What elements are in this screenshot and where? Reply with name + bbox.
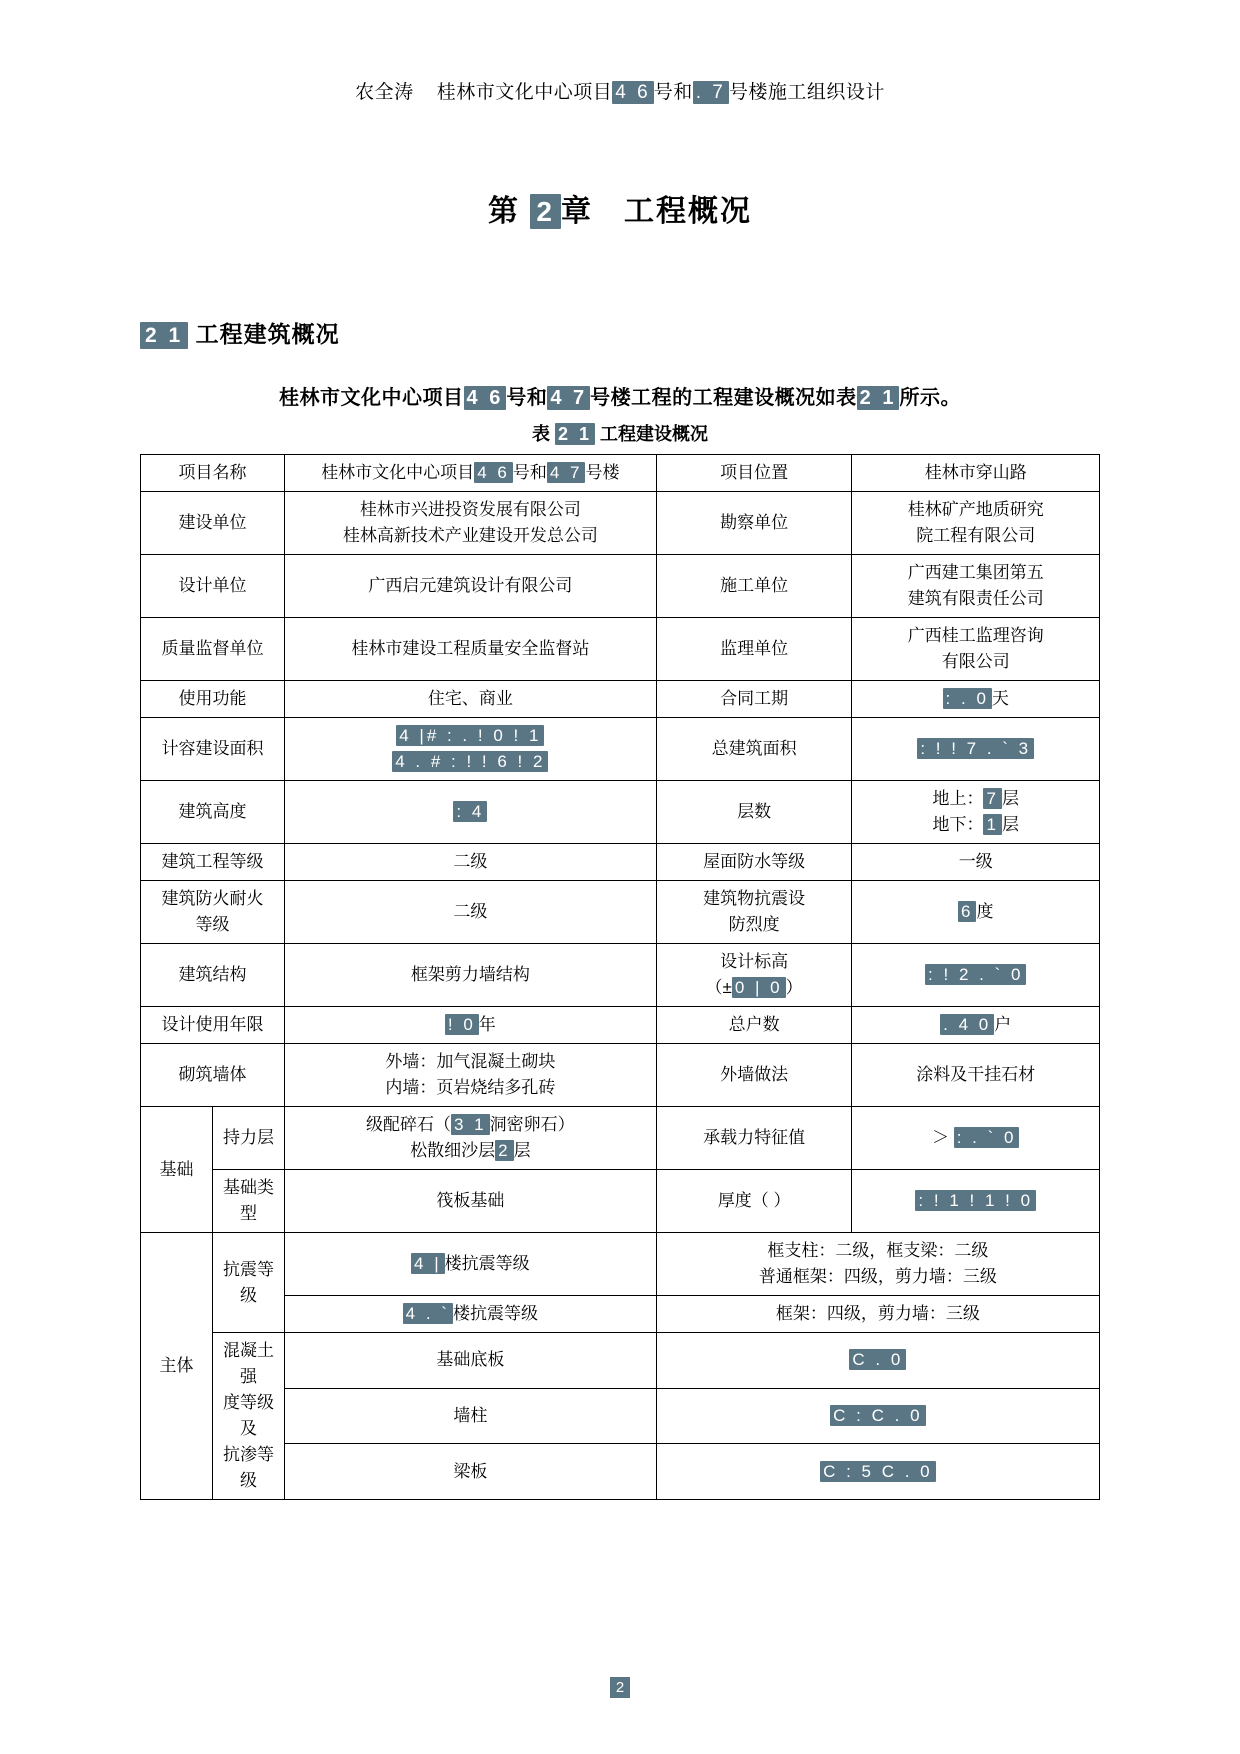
sand-layer-h: 2 bbox=[495, 1140, 513, 1161]
survey-unit-line1: 桂林矿产地质研究 bbox=[907, 500, 1044, 519]
table-row bbox=[141, 1170, 1100, 1233]
cell-value-seismic-grade-a bbox=[284, 1233, 656, 1296]
table-caption bbox=[140, 420, 1100, 446]
floors-below-unit: 层 bbox=[1001, 815, 1019, 834]
header-title-post: 号楼施工组织设计 bbox=[728, 82, 885, 103]
para-highlight-1: 4 6 bbox=[464, 386, 507, 410]
cell-label-fire-resistance bbox=[141, 881, 285, 944]
caption-pre: 表 bbox=[531, 424, 550, 444]
cell-label-bearing-stratum: 持力层 bbox=[212, 1107, 284, 1170]
project-name-post: 号楼 bbox=[585, 463, 620, 482]
seismic-intensity-value: 6 bbox=[958, 901, 976, 922]
cell-value-bearing-stratum bbox=[284, 1107, 656, 1170]
page-number-value: 2 bbox=[610, 1677, 630, 1698]
cell-value-masonry bbox=[284, 1044, 656, 1107]
foundation-slab-grade: C . 0 bbox=[849, 1349, 906, 1370]
masonry-line1: 外墙：加气混凝土砌块 bbox=[385, 1052, 556, 1071]
contractor-line1: 广西建工集团第五 bbox=[907, 563, 1044, 582]
cell-label-project-name: 项目名称 bbox=[141, 455, 285, 492]
fire-resistance-label-line2: 等级 bbox=[195, 915, 230, 934]
table-row bbox=[141, 681, 1100, 718]
cell-label-facade-method: 外墙做法 bbox=[656, 1044, 852, 1107]
table-row bbox=[141, 1233, 1100, 1296]
project-name-pre: 桂林市文化中心项目 bbox=[321, 463, 475, 482]
bearing-stratum-h: 3 1 bbox=[451, 1114, 490, 1135]
design-elevation-label-line1: 设计标高 bbox=[720, 952, 789, 971]
cell-label-total-area: 总建筑面积 bbox=[656, 718, 852, 781]
construction-unit-line2: 桂林高新技术产业建设开发总公司 bbox=[342, 526, 598, 545]
cell-value-facade-method: 涂料及干挂石材 bbox=[852, 1044, 1100, 1107]
survey-unit-line2: 院工程有限公司 bbox=[916, 526, 1036, 545]
cell-value-structure: 框架剪力墙结构 bbox=[284, 944, 656, 1007]
floors-below-value: 1 bbox=[983, 814, 1001, 835]
floors-below-label: 地下： bbox=[932, 815, 984, 834]
cell-value-roof-waterproof-grade: 一级 bbox=[852, 844, 1100, 881]
header-title-pre: 桂林市文化中心项目 bbox=[436, 82, 613, 103]
cell-value-contractor bbox=[852, 555, 1100, 618]
sand-layer-post: 层 bbox=[513, 1141, 531, 1160]
para-text-1: 桂林市文化中心项目 bbox=[279, 387, 464, 409]
seismic-grade-a-label: 楼抗震等级 bbox=[444, 1254, 530, 1273]
cell-label-seismic-intensity bbox=[656, 881, 852, 944]
para-highlight-3: 2 1 bbox=[857, 386, 900, 410]
seismic-intensity-unit: 度 bbox=[976, 902, 994, 921]
wall-column-grade: C : C . 0 bbox=[830, 1405, 925, 1426]
cell-value-project-name bbox=[284, 455, 656, 492]
seismic-grade-a-detail-line1: 框支柱：二级，框支梁：二级 bbox=[767, 1241, 989, 1260]
floors-above-unit: 层 bbox=[1001, 789, 1019, 808]
masonry-line2: 内墙：页岩烧结多孔砖 bbox=[385, 1078, 556, 1097]
caption-number: 2 1 bbox=[555, 423, 595, 445]
document-header bbox=[140, 78, 1100, 108]
cell-label-concrete-grade bbox=[212, 1333, 284, 1500]
cell-label-engineering-grade: 建筑工程等级 bbox=[141, 844, 285, 881]
cell-label-project-location: 项目位置 bbox=[656, 455, 852, 492]
table-row bbox=[141, 781, 1100, 844]
cell-value-building-height bbox=[284, 781, 656, 844]
cell-value-design-life bbox=[284, 1007, 656, 1044]
cell-value-seismic-grade-a-detail bbox=[656, 1233, 1099, 1296]
design-elevation-pre: （± bbox=[705, 978, 732, 997]
section-number: 2 1 bbox=[140, 322, 188, 349]
cell-label-design-elevation bbox=[656, 944, 852, 1007]
table-row bbox=[141, 492, 1100, 555]
total-households-unit: 户 bbox=[994, 1015, 1012, 1034]
cell-value-foundation-type: 筏板基础 bbox=[284, 1170, 656, 1233]
total-area-value: : ! ! 7 . ` 3 bbox=[917, 738, 1034, 759]
cell-value-total-area bbox=[852, 718, 1100, 781]
table-row bbox=[141, 944, 1100, 1007]
cell-value-fire-resistance: 二级 bbox=[284, 881, 656, 944]
floor-area-line2: 4 . # : ! ! 6 ! 2 bbox=[392, 751, 548, 772]
cell-label-contract-duration: 合同工期 bbox=[656, 681, 852, 718]
cell-label-beam-slab: 梁板 bbox=[284, 1444, 656, 1500]
contractor-line2: 建筑有限责任公司 bbox=[907, 589, 1044, 608]
design-life-value: ! 0 bbox=[445, 1014, 479, 1035]
bearing-capacity-pre: ＞ bbox=[931, 1128, 949, 1147]
table-row bbox=[141, 1107, 1100, 1170]
design-elevation-post: ） bbox=[785, 978, 803, 997]
cell-label-thickness: 厚度（ ） bbox=[656, 1170, 852, 1233]
cell-value-project-location: 桂林市穿山路 bbox=[852, 455, 1100, 492]
cell-label-bearing-capacity: 承载力特征值 bbox=[656, 1107, 852, 1170]
para-highlight-2: 4 7 bbox=[547, 386, 590, 410]
cell-value-survey-unit bbox=[852, 492, 1100, 555]
table-row bbox=[141, 1333, 1100, 1389]
project-name-h1: 4 6 bbox=[474, 462, 513, 483]
building-height-value: : 4 bbox=[453, 801, 487, 822]
cell-value-supervision-unit bbox=[852, 618, 1100, 681]
chapter-number: 2 bbox=[530, 194, 561, 229]
cell-value-design-elevation bbox=[852, 944, 1100, 1007]
intro-paragraph bbox=[140, 381, 1100, 410]
caption-post: 工程建设概况 bbox=[600, 424, 709, 444]
header-highlight-2: . 7 bbox=[693, 81, 729, 104]
chapter-suffix: 章 bbox=[560, 195, 593, 228]
cell-value-seismic-grade-b bbox=[284, 1296, 656, 1333]
table-row bbox=[141, 1444, 1100, 1500]
sand-layer-pre: 松散细沙层 bbox=[410, 1141, 496, 1160]
cell-label-supervision-unit: 监理单位 bbox=[656, 618, 852, 681]
cell-label-floor-area: 计容建设面积 bbox=[141, 718, 285, 781]
table-row bbox=[141, 1007, 1100, 1044]
design-elevation-zero: 0 | 0 bbox=[732, 977, 786, 998]
table-row bbox=[141, 1388, 1100, 1444]
chapter-name: 工程概况 bbox=[623, 195, 752, 228]
cell-label-total-households: 总户数 bbox=[656, 1007, 852, 1044]
chapter-prefix: 第 bbox=[488, 195, 521, 228]
seismic-intensity-label-line2: 防烈度 bbox=[728, 915, 780, 934]
project-name-mid: 号和 bbox=[512, 463, 547, 482]
concrete-grade-label-line2: 度等级及 bbox=[222, 1393, 274, 1438]
seismic-grade-a-building: 4 | bbox=[411, 1253, 445, 1274]
cell-value-contract-duration bbox=[852, 681, 1100, 718]
seismic-grade-a-detail-line2: 普通框架：四级，剪力墙：三级 bbox=[758, 1267, 997, 1286]
cell-label-construction-unit: 建设单位 bbox=[141, 492, 285, 555]
table-row bbox=[141, 455, 1100, 492]
floors-above-label: 地上： bbox=[932, 789, 984, 808]
floors-above-value: 7 bbox=[983, 788, 1001, 809]
cell-label-roof-waterproof-grade: 屋面防水等级 bbox=[656, 844, 852, 881]
cell-value-total-households bbox=[852, 1007, 1100, 1044]
cell-value-thickness bbox=[852, 1170, 1100, 1233]
cell-label-contractor: 施工单位 bbox=[656, 555, 852, 618]
total-households-value: . 4 0 bbox=[940, 1014, 994, 1035]
supervision-unit-line2: 有限公司 bbox=[941, 652, 1010, 671]
cell-group-foundation: 基础 bbox=[141, 1107, 213, 1233]
cell-label-survey-unit: 勘察单位 bbox=[656, 492, 852, 555]
seismic-intensity-label-line1: 建筑物抗震设 bbox=[703, 889, 806, 908]
cell-label-function: 使用功能 bbox=[141, 681, 285, 718]
para-text-2: 号和 bbox=[506, 387, 548, 409]
cell-label-wall-column: 墙柱 bbox=[284, 1388, 656, 1444]
cell-value-floor-area bbox=[284, 718, 656, 781]
cell-value-seismic-grade-b-detail: 框架：四级，剪力墙：三级 bbox=[656, 1296, 1099, 1333]
section-name: 工程建筑概况 bbox=[195, 321, 340, 347]
cell-label-floors: 层数 bbox=[656, 781, 852, 844]
supervision-unit-line1: 广西桂工监理咨询 bbox=[907, 626, 1044, 645]
cell-label-design-life: 设计使用年限 bbox=[141, 1007, 285, 1044]
cell-value-engineering-grade: 二级 bbox=[284, 844, 656, 881]
table-row bbox=[141, 1044, 1100, 1107]
table-row bbox=[141, 618, 1100, 681]
beam-slab-grade: C : 5 C . 0 bbox=[820, 1461, 936, 1482]
cell-value-design-unit: 广西启元建筑设计有限公司 bbox=[284, 555, 656, 618]
cell-label-design-unit: 设计单位 bbox=[141, 555, 285, 618]
table-row bbox=[141, 844, 1100, 881]
header-highlight-1: 4 6 bbox=[612, 81, 653, 104]
cell-label-foundation-slab: 基础底板 bbox=[284, 1333, 656, 1389]
cell-label-foundation-type: 基础类型 bbox=[212, 1170, 284, 1233]
cell-label-seismic-grade: 抗震等级 bbox=[212, 1233, 284, 1333]
cell-label-structure: 建筑结构 bbox=[141, 944, 285, 1007]
cell-value-function: 住宅、商业 bbox=[284, 681, 656, 718]
cell-label-building-height: 建筑高度 bbox=[141, 781, 285, 844]
cell-value-foundation-slab bbox=[656, 1333, 1099, 1389]
construction-unit-line1: 桂林市兴进投资发展有限公司 bbox=[359, 500, 581, 519]
contract-duration-value: : . 0 bbox=[943, 688, 992, 709]
chapter-title bbox=[140, 186, 1100, 230]
bearing-stratum-post: 洞密卵石） bbox=[489, 1115, 575, 1134]
contract-duration-unit: 天 bbox=[991, 689, 1009, 708]
cell-value-quality-supervision: 桂林市建设工程质量安全监督站 bbox=[284, 618, 656, 681]
cell-label-masonry: 砌筑墙体 bbox=[141, 1044, 285, 1107]
cell-value-beam-slab bbox=[656, 1444, 1099, 1500]
design-life-unit: 年 bbox=[478, 1015, 496, 1034]
cell-value-construction-unit bbox=[284, 492, 656, 555]
page-number bbox=[0, 1679, 1240, 1696]
table-row bbox=[141, 555, 1100, 618]
cell-value-seismic-intensity bbox=[852, 881, 1100, 944]
header-mid: 号和 bbox=[653, 82, 693, 103]
seismic-grade-b-building: 4 . ` bbox=[403, 1303, 453, 1324]
cell-value-floors bbox=[852, 781, 1100, 844]
section-heading bbox=[140, 316, 1100, 349]
fire-resistance-label-line1: 建筑防火耐火 bbox=[161, 889, 264, 908]
cell-value-bearing-capacity bbox=[852, 1107, 1100, 1170]
bearing-stratum-pre: 级配碎石（ bbox=[366, 1115, 451, 1134]
cell-group-main-body: 主体 bbox=[141, 1233, 213, 1500]
project-overview-table bbox=[140, 454, 1100, 1500]
table-row bbox=[141, 881, 1100, 944]
table-row bbox=[141, 1296, 1100, 1333]
cell-label-quality-supervision: 质量监督单位 bbox=[141, 618, 285, 681]
para-text-3: 号楼工程的工程建设概况如表 bbox=[590, 387, 857, 409]
header-author: 农全涛 bbox=[355, 82, 414, 103]
floor-area-line1: 4 |# : . ! 0 ! 1 bbox=[396, 725, 544, 746]
table-row bbox=[141, 718, 1100, 781]
bearing-capacity-value: : . ` 0 bbox=[954, 1127, 1020, 1148]
concrete-grade-label-line3: 抗渗等级 bbox=[222, 1445, 274, 1490]
seismic-grade-b-label: 楼抗震等级 bbox=[452, 1304, 538, 1323]
cell-value-wall-column bbox=[656, 1388, 1099, 1444]
design-elevation-value: : ! 2 . ` 0 bbox=[925, 964, 1026, 985]
project-name-h2: 4 7 bbox=[547, 462, 586, 483]
thickness-value: : ! 1 ! 1 ! 0 bbox=[915, 1190, 1036, 1211]
concrete-grade-label-line1: 混凝土强 bbox=[222, 1341, 274, 1386]
para-text-4: 所示。 bbox=[899, 387, 961, 409]
